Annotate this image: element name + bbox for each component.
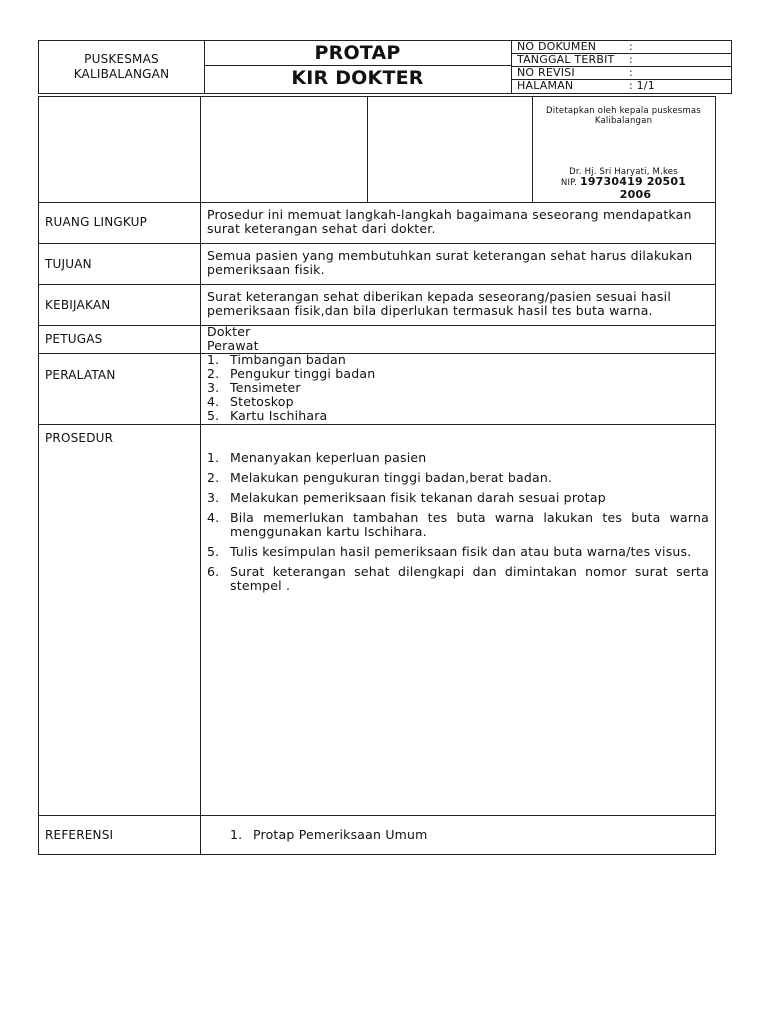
list-prosedur [207, 451, 709, 593]
header-title-divider [204, 65, 511, 66]
text-kebijakan: Surat keterangan sehat diberikan kepada seseorang/pasien sesuai hasil pemeriksaan fisik,dan bila diperlukan termasuk hasil tes buta warna. [207, 289, 672, 318]
nip-number-line-1: 19730419 20501 [579, 175, 687, 188]
text-ruang-lingkup: Prosedur ini memuat langkah-langkah bagaimana seseorang mendapatkan surat keterangan sehat dari dokter. [207, 207, 692, 236]
list-item: 2. Melakukan pengukuran tinggi badan,berat badan. [207, 470, 553, 485]
text-tujuan: Semua pasien yang membutuhkan surat keterangan sehat harus dilakukan pemeriksaan fisik. [207, 248, 693, 277]
label-ruang-lingkup: RUANG LINGKUP [45, 215, 148, 229]
table-border-top [38, 96, 716, 97]
list-item: 3. Melakukan pemeriksaan fisik tekanan darah sesuai protap [207, 490, 606, 505]
list-item: 3. Tensimeter [207, 380, 301, 395]
nip-number-line-2: 2006 [619, 188, 652, 201]
organization-line-1: PUSKESMAS [84, 52, 159, 66]
sign-box-divider-1 [367, 96, 368, 203]
list-item: 4. Stetoskop [207, 394, 294, 409]
label-prosedur: PROSEDUR [45, 431, 114, 445]
document-title: PROTAP [314, 42, 401, 64]
meta-no-revisi: NO REVISI : [517, 66, 633, 79]
list-item: 1. Menanyakan keperluan pasien [207, 450, 427, 465]
header-border-bottom [38, 93, 732, 94]
table-border-bottom [38, 854, 716, 855]
row-divider-3 [38, 284, 716, 285]
nip-label: NIP. [560, 178, 578, 188]
document-subtitle: KIR DOKTER [291, 67, 424, 89]
row-divider-1 [38, 202, 716, 203]
row-divider-7 [38, 815, 716, 816]
list-peralatan [207, 353, 709, 423]
petugas-item: Dokter [207, 324, 251, 339]
list-item: 6. Surat keterangan sehat dilengkapi dan dimintakan nomor surat serta stempel . [207, 564, 709, 593]
row-divider-2 [38, 243, 716, 244]
meta-halaman: HALAMAN : 1/1 [517, 79, 655, 92]
approval-statement [532, 106, 715, 126]
meta-tanggal-terbit: TANGGAL TERBIT : [517, 53, 633, 66]
row-divider-6 [38, 424, 716, 425]
table-column-divider [200, 96, 201, 855]
list-item: 4. Bila memerlukan tambahan tes buta warna lakukan tes buta warna menggunakan kartu Ischihara. [207, 510, 709, 539]
list-item: 2. Pengukur tinggi badan [207, 366, 376, 381]
list-item: 1. Protap Pemeriksaan Umum [230, 827, 428, 842]
label-tujuan: TUJUAN [45, 257, 92, 271]
organization-line-2: KALIBALANGAN [73, 67, 170, 81]
meta-no-dokumen: NO DOKUMEN : [517, 40, 633, 53]
list-petugas [207, 325, 709, 353]
list-item: 5. Kartu Ischihara [207, 408, 328, 423]
list-referensi [230, 828, 700, 842]
label-petugas: PETUGAS [45, 332, 103, 346]
list-item: 1. Timbangan badan [207, 352, 347, 367]
petugas-item: Perawat [207, 338, 259, 353]
approval-line-1: Ditetapkan oleh kepala puskesmas [546, 106, 701, 116]
table-border-right [715, 96, 716, 855]
label-peralatan: PERALATAN [45, 368, 116, 382]
label-referensi: REFERENSI [45, 828, 114, 842]
signatory-name: Dr. Hj. Sri Haryati, M.kes [569, 167, 678, 177]
label-kebijakan: KEBIJAKAN [45, 298, 111, 312]
header-divider-2 [511, 40, 512, 94]
organization-name [39, 41, 204, 93]
table-border-left [38, 96, 39, 855]
header-border-right [731, 40, 732, 94]
approval-line-2: Kalibalangan [594, 116, 653, 126]
signatory-nip [532, 176, 715, 201]
list-item: 5. Tulis kesimpulan hasil pemeriksaan fisik dan atau buta warna/tes visus. [207, 544, 692, 559]
